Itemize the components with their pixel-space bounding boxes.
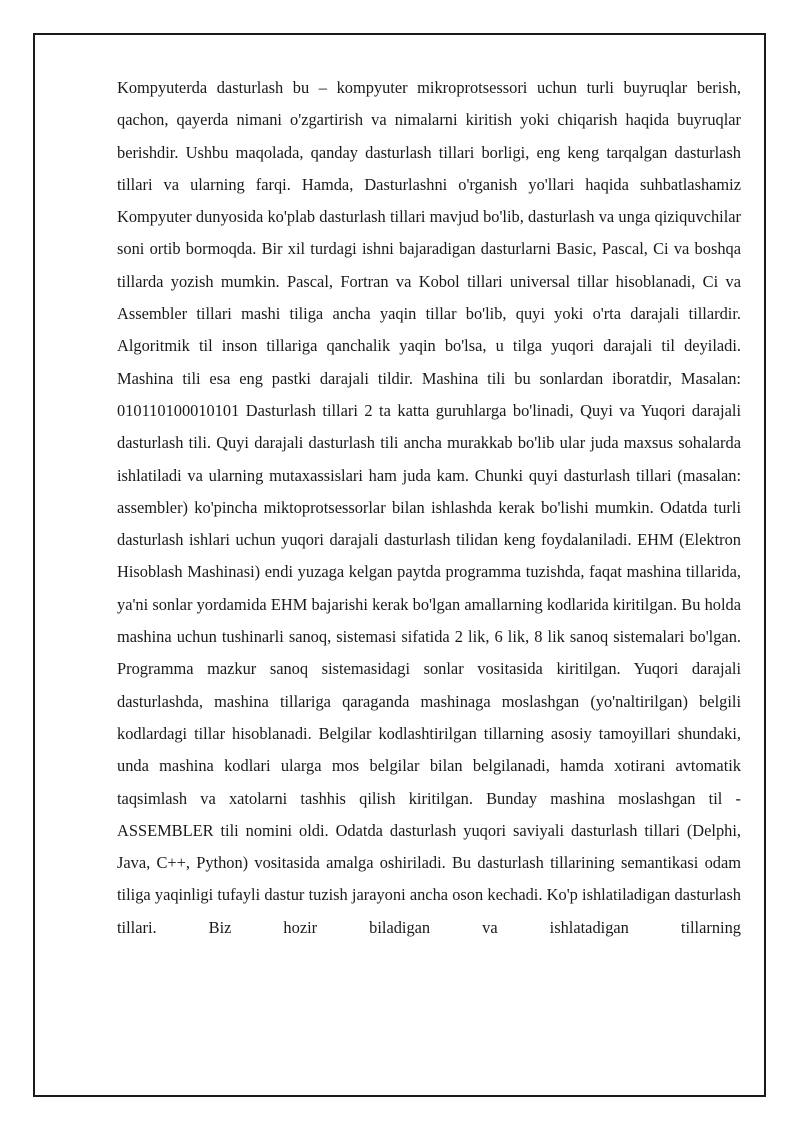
document-body-text: Kompyuterda dasturlash bu – kompyuter mikroprotsessori uchun turli buyruqlar berish, qachon, qayerda nimani o'zgartirish va nimalarni kiritish yoki chiqarish haqida buyruqlar berishdir. Ushbu maqolada, qanday dasturlash tillari borligi, eng keng tarqalgan dasturlash tillari va ularning farqi. Hamda, Dasturlashni o'rganish yo'llari haqida suhbatlashamiz Kompyuter dunyosida ko'plab dasturlash tillari mavjud bo'lib, dasturlash va unga qiziquvchilar soni ortib bormoqda. Bir xil turdagi ishni bajaradigan dasturlarni Basic, Pascal, Ci va boshqa tillarda yozish mumkin. Pascal, Fortran va Kobol tillari universal tillar hisoblanadi, Ci va Assembler tillari mashi tiliga ancha yaqin tillar bo'lib, quyi yoki o'rta darajali tillardir. Algoritmik til inson tillariga qanchalik yaqin bo'lsa, u tilga yuqori darajali til deyiladi. Mashina tili esa eng pastki darajali tildir. Mashina tili bu sonlardan iboratdir, Masalan: 010110100010101 Dasturlash tillari 2 ta katta guruhlarga bo'linadi, Quyi va Yuqori darajali dasturlash tili. Quyi darajali dasturlash tili ancha murakkab bo'lib ular juda maxsus sohalarda ishlatiladi va ularning mutaxassislari ham juda kam. Chunki quyi dasturlash tillari (masalan: assembler) ko'pincha miktoprotsessorlar bilan ishlashda kerak bo'lishi mumkin. Odatda turli dasturlash ishlari uchun yuqori darajali dasturlash tilidan keng foydalaniladi. EHM (Elektron Hisoblash Mashinasi) endi yuzaga kelgan paytda programma tuzishda, faqat mashina tillarida, ya'ni sonlar yordamida EHM bajarishi kerak bo'lgan amallarning kodlarida kiritilgan. Bu holda mashina uchun tushinarli sanoq, sistemasi sifatida 2 lik, 6 lik, 8 lik sanoq sistemalari bo'lgan. Programma mazkur sanoq sistemasidagi sonlar vositasida kiritilgan. Yuqori darajali dasturlashda, mashina tillariga qaraganda mashinaga moslashgan (yo'naltirilgan) belgili kodlardagi tillar hisoblanadi. Belgilar kodlashtirilgan tillarning asosiy tamoyillari shundaki, unda mashina kodlari ularga mos belgilar bilan belgilanadi, hamda xotirani avtomatik taqsimlash va xatolarni tashhis qilish kiritilgan. Bunday mashina moslashgan til - ASSEMBLER tili nomini oldi. Odatda dasturlash yuqori saviyali dasturlash tillari (Delphi, Java, C++, Python) vositasida amalga oshiriladi. Bu dasturlash tillarining semantikasi odam tiliga yaqinligi tufayli dastur tuzish jarayoni ancha oson kechadi. Ko'p ishlatiladigan dasturlash tillari. Biz hozir biladigan va ishlatadigan tillarning: [117, 78, 741, 937]
